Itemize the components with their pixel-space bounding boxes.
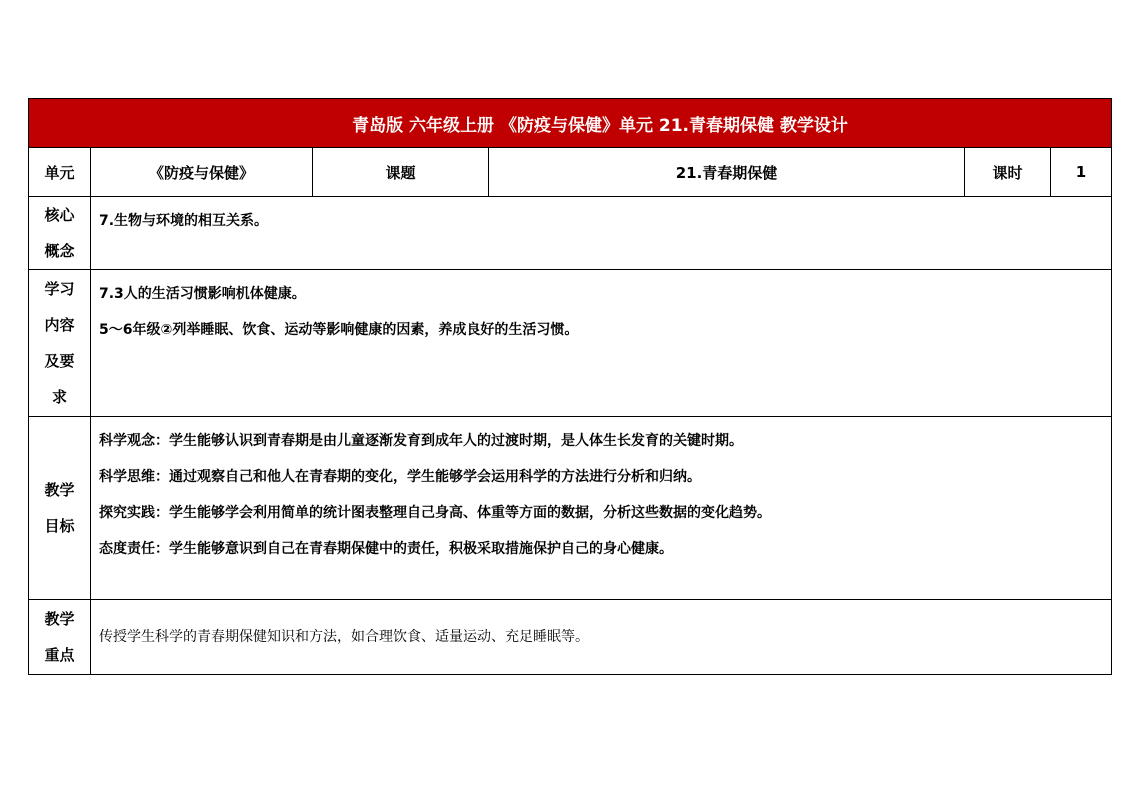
teaching-goals-content: 科学观念：学生能够认识到青春期是由儿童逐渐发育到成年人的过渡时期，是人体生长发育的关键时期。 科学思维：通过观察自己和他人在青春期的变化，学生能够学会运用科学的方法进行分析和归纳。 探究实践：学生能够学会利用简单的统计图表整理自己身高、体重等方面的数据，分析这些数据的变化趋势。 态度责任：学生能够意识到自己在青春期保健中的责任，积极采取措施保护自己的身心健康。 (91, 417, 1112, 600)
unit-value: 《防疫与保健》 (91, 148, 313, 197)
teaching-goals-label: 教学 目标 (29, 417, 91, 600)
learning-content-row (29, 270, 1112, 417)
teaching-goals-row (29, 417, 1112, 600)
period-value: 1 (1051, 148, 1112, 197)
title-banner: 青岛版 六年级上册 《防疫与保健》单元 21.青春期保健 教学设计 (29, 99, 1112, 148)
topic-label: 课题 (313, 148, 489, 197)
key-points-content: 传授学生科学的青春期保健知识和方法，如合理饮食、适量运动、充足睡眠等。 (91, 600, 1112, 675)
learning-content-label: 学习 内容 及要 求 (29, 270, 91, 417)
key-points-row (29, 600, 1112, 675)
topic-value: 21.青春期保健 (489, 148, 965, 197)
key-points-label: 教学 重点 (29, 600, 91, 675)
core-concept-label: 核心 概念 (29, 197, 91, 270)
core-concept-row (29, 197, 1112, 270)
core-concept-content: 7.生物与环境的相互关系。 (91, 197, 1112, 270)
header-row (29, 148, 1112, 197)
unit-label: 单元 (29, 148, 91, 197)
learning-content-content: 7.3人的生活习惯影响机体健康。 5～6年级②列举睡眠、饮食、运动等影响健康的因素，养成良好的生活习惯。 (91, 270, 1112, 417)
period-label: 课时 (965, 148, 1051, 197)
lesson-plan-table (28, 98, 1112, 675)
